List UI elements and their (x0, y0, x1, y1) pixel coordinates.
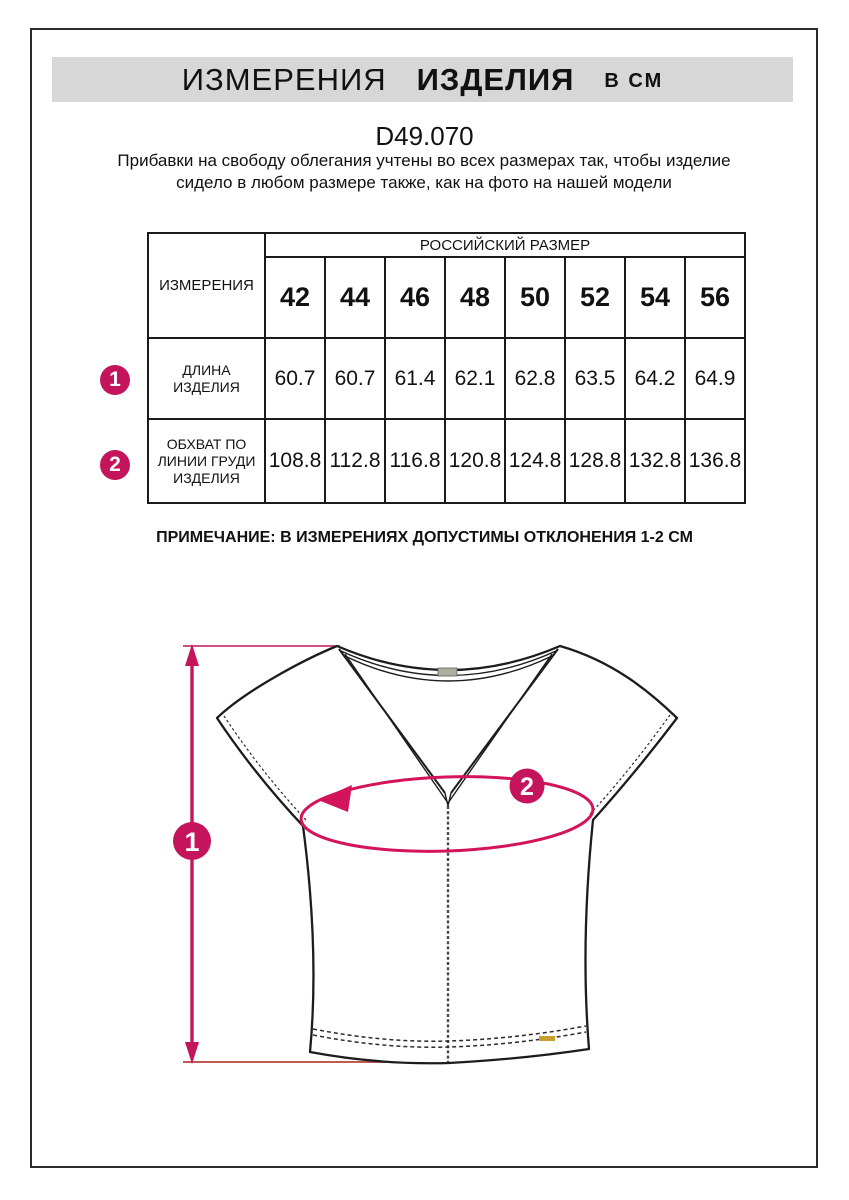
size-header: 56 (685, 257, 745, 338)
measure-marker-1-icon: 1 (100, 365, 130, 395)
tolerance-note: ПРИМЕЧАНИЕ: В ИЗМЕРЕНИЯХ ДОПУСТИМЫ ОТКЛОНЕНИЯ 1-2 СМ (156, 529, 693, 546)
size-header: 46 (385, 257, 445, 338)
svg-text:1: 1 (184, 827, 200, 857)
table-cell: 108.8 (265, 419, 325, 503)
title-product: ИЗДЕЛИЯ (416, 61, 575, 97)
size-header: 44 (325, 257, 385, 338)
svg-text:2: 2 (520, 773, 534, 801)
fit-description: Прибавки на свободу облегания учтены во всех размерах так, чтобы изделие сидело в любом размере также, как на фото на нашей модели (117, 151, 731, 192)
table-header-size-group: РОССИЙСКИЙ РАЗМЕР (265, 233, 745, 257)
table-header-measurements: ИЗМЕРЕНИЯ (148, 233, 265, 338)
size-table (147, 232, 746, 504)
table-cell: 61.4 (385, 338, 445, 419)
title-unit: В СМ (604, 70, 664, 92)
title-measurements: ИЗМЕРЕНИЯ (181, 61, 387, 97)
table-cell: 124.8 (505, 419, 565, 503)
garment-technical-drawing (150, 618, 720, 1088)
drawing-marker-1-icon (173, 822, 211, 860)
size-header: 42 (265, 257, 325, 338)
hem-tag (539, 1036, 555, 1041)
table-cell: 116.8 (385, 419, 445, 503)
back-neck-label (438, 668, 457, 676)
table-cell: 136.8 (685, 419, 745, 503)
title-bar (52, 57, 793, 102)
table-cell: 132.8 (625, 419, 685, 503)
table-cell: 64.2 (625, 338, 685, 419)
table-cell: 120.8 (445, 419, 505, 503)
row-label-chest: ОБХВАТ ПО ЛИНИИ ГРУДИ ИЗДЕЛИЯ (148, 419, 265, 503)
size-header: 50 (505, 257, 565, 338)
drawing-marker-2-icon (510, 769, 545, 804)
table-cell: 62.1 (445, 338, 505, 419)
size-header: 48 (445, 257, 505, 338)
table-row-chest (148, 419, 745, 503)
measure-marker-2-icon: 2 (100, 450, 130, 480)
table-cell: 62.8 (505, 338, 565, 419)
table-cell: 60.7 (265, 338, 325, 419)
table-cell: 63.5 (565, 338, 625, 419)
table-cell: 60.7 (325, 338, 385, 419)
size-header: 52 (565, 257, 625, 338)
table-cell: 112.8 (325, 419, 385, 503)
size-header: 54 (625, 257, 685, 338)
row-label-length: ДЛИНА ИЗДЕЛИЯ (148, 338, 265, 419)
product-code: D49.070 (375, 121, 474, 151)
table-cell: 128.8 (565, 419, 625, 503)
table-cell: 64.9 (685, 338, 745, 419)
table-row-length (148, 338, 745, 419)
